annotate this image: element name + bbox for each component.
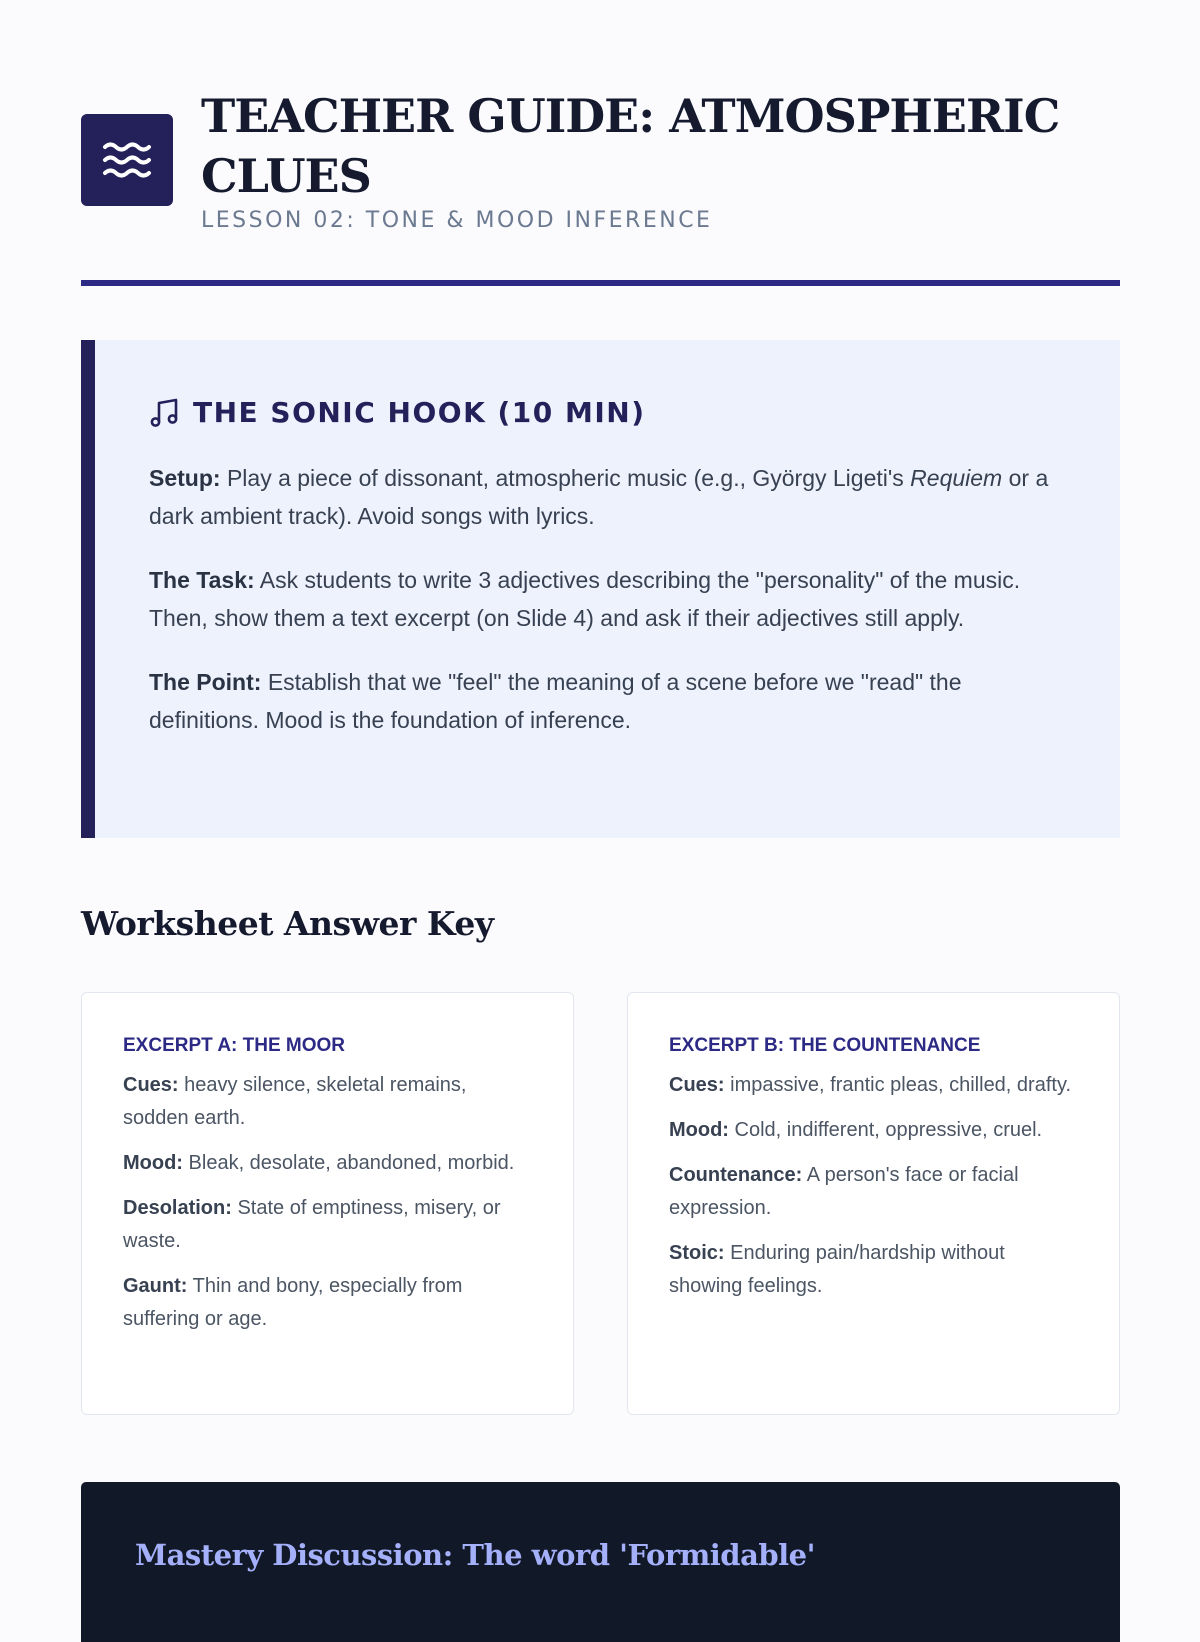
entry-text: Bleak, desolate, abandoned, morbid. — [182, 1152, 515, 1174]
card-entry — [669, 1237, 1079, 1303]
hook-title: THE SONIC HOOK (10 MIN) — [193, 396, 646, 429]
header-divider — [81, 280, 1120, 286]
waves-icon-graphic — [101, 139, 153, 181]
mastery-discussion-banner — [81, 1482, 1120, 1642]
card-entry — [123, 1147, 533, 1180]
entry-text: Cold, indifferent, oppressive, cruel. — [728, 1119, 1043, 1141]
lesson-subtitle: LESSON 02: TONE & MOOD INFERENCE — [201, 208, 713, 233]
entry-text: State of emptiness, misery, or waste. — [123, 1197, 501, 1252]
card-entry — [123, 1069, 533, 1135]
setup-text-before: Play a piece of dissonant, atmospheric music (e.g., György Ligeti's — [220, 465, 911, 491]
hook-task — [149, 561, 1068, 637]
hook-point — [149, 663, 1068, 739]
card-title: EXCERPT A: THE MOOR — [123, 1035, 346, 1056]
entry-label: Countenance: — [669, 1164, 803, 1186]
entry-label: Desolation: — [123, 1197, 232, 1219]
mastery-title: Mastery Discussion: The word 'Formidable' — [135, 1538, 815, 1572]
card-entry — [123, 1270, 533, 1336]
card-entry — [123, 1192, 533, 1258]
music-note-icon — [149, 397, 181, 429]
task-label: The Task: — [149, 567, 255, 593]
sonic-hook-section — [81, 340, 1120, 838]
entry-label: Mood: — [123, 1152, 183, 1174]
card-entry — [669, 1114, 1079, 1147]
page-title: TEACHER GUIDE: ATMOSPHERIC CLUES — [201, 89, 1060, 203]
entry-text: A person's face or facial expression. — [669, 1164, 1019, 1219]
setup-label: Setup: — [149, 465, 221, 491]
point-label: The Point: — [149, 669, 262, 695]
entry-label: Gaunt: — [123, 1275, 188, 1297]
task-text: Ask students to write 3 adjectives describing the "personality" of the music. Then, show them a text excerpt (on Slide 4) and ask if their adjectives still apply. — [149, 567, 1021, 631]
point-text: Establish that we "feel" the meaning of a scene before we "read" the definitions. Mood is the foundation of inference. — [149, 669, 962, 733]
entry-text: impassive, frantic pleas, chilled, drafty. — [724, 1074, 1072, 1096]
card-entry — [669, 1159, 1079, 1225]
entry-label: Cues: — [669, 1074, 725, 1096]
card-title: EXCERPT B: THE COUNTENANCE — [669, 1035, 981, 1056]
excerpt-a-card — [81, 992, 574, 1415]
entry-label: Cues: — [123, 1074, 179, 1096]
entry-text: Enduring pain/hardship without showing feelings. — [669, 1242, 1005, 1297]
entry-text: heavy silence, skeletal remains, sodden earth. — [123, 1074, 467, 1129]
page-header — [81, 86, 1120, 236]
entry-text: Thin and bony, especially from suffering or age. — [123, 1275, 463, 1330]
waves-icon — [81, 114, 173, 206]
hook-setup — [149, 459, 1068, 535]
setup-emphasis: Requiem — [910, 465, 1003, 491]
setup-text-after: or a dark ambient track). Avoid songs with lyrics. — [149, 465, 1049, 529]
hook-heading — [149, 396, 1068, 429]
entry-label: Mood: — [669, 1119, 729, 1141]
excerpt-b-card — [627, 992, 1120, 1415]
entry-label: Stoic: — [669, 1242, 725, 1264]
card-entry — [669, 1069, 1079, 1102]
worksheet-heading: Worksheet Answer Key — [81, 904, 494, 943]
